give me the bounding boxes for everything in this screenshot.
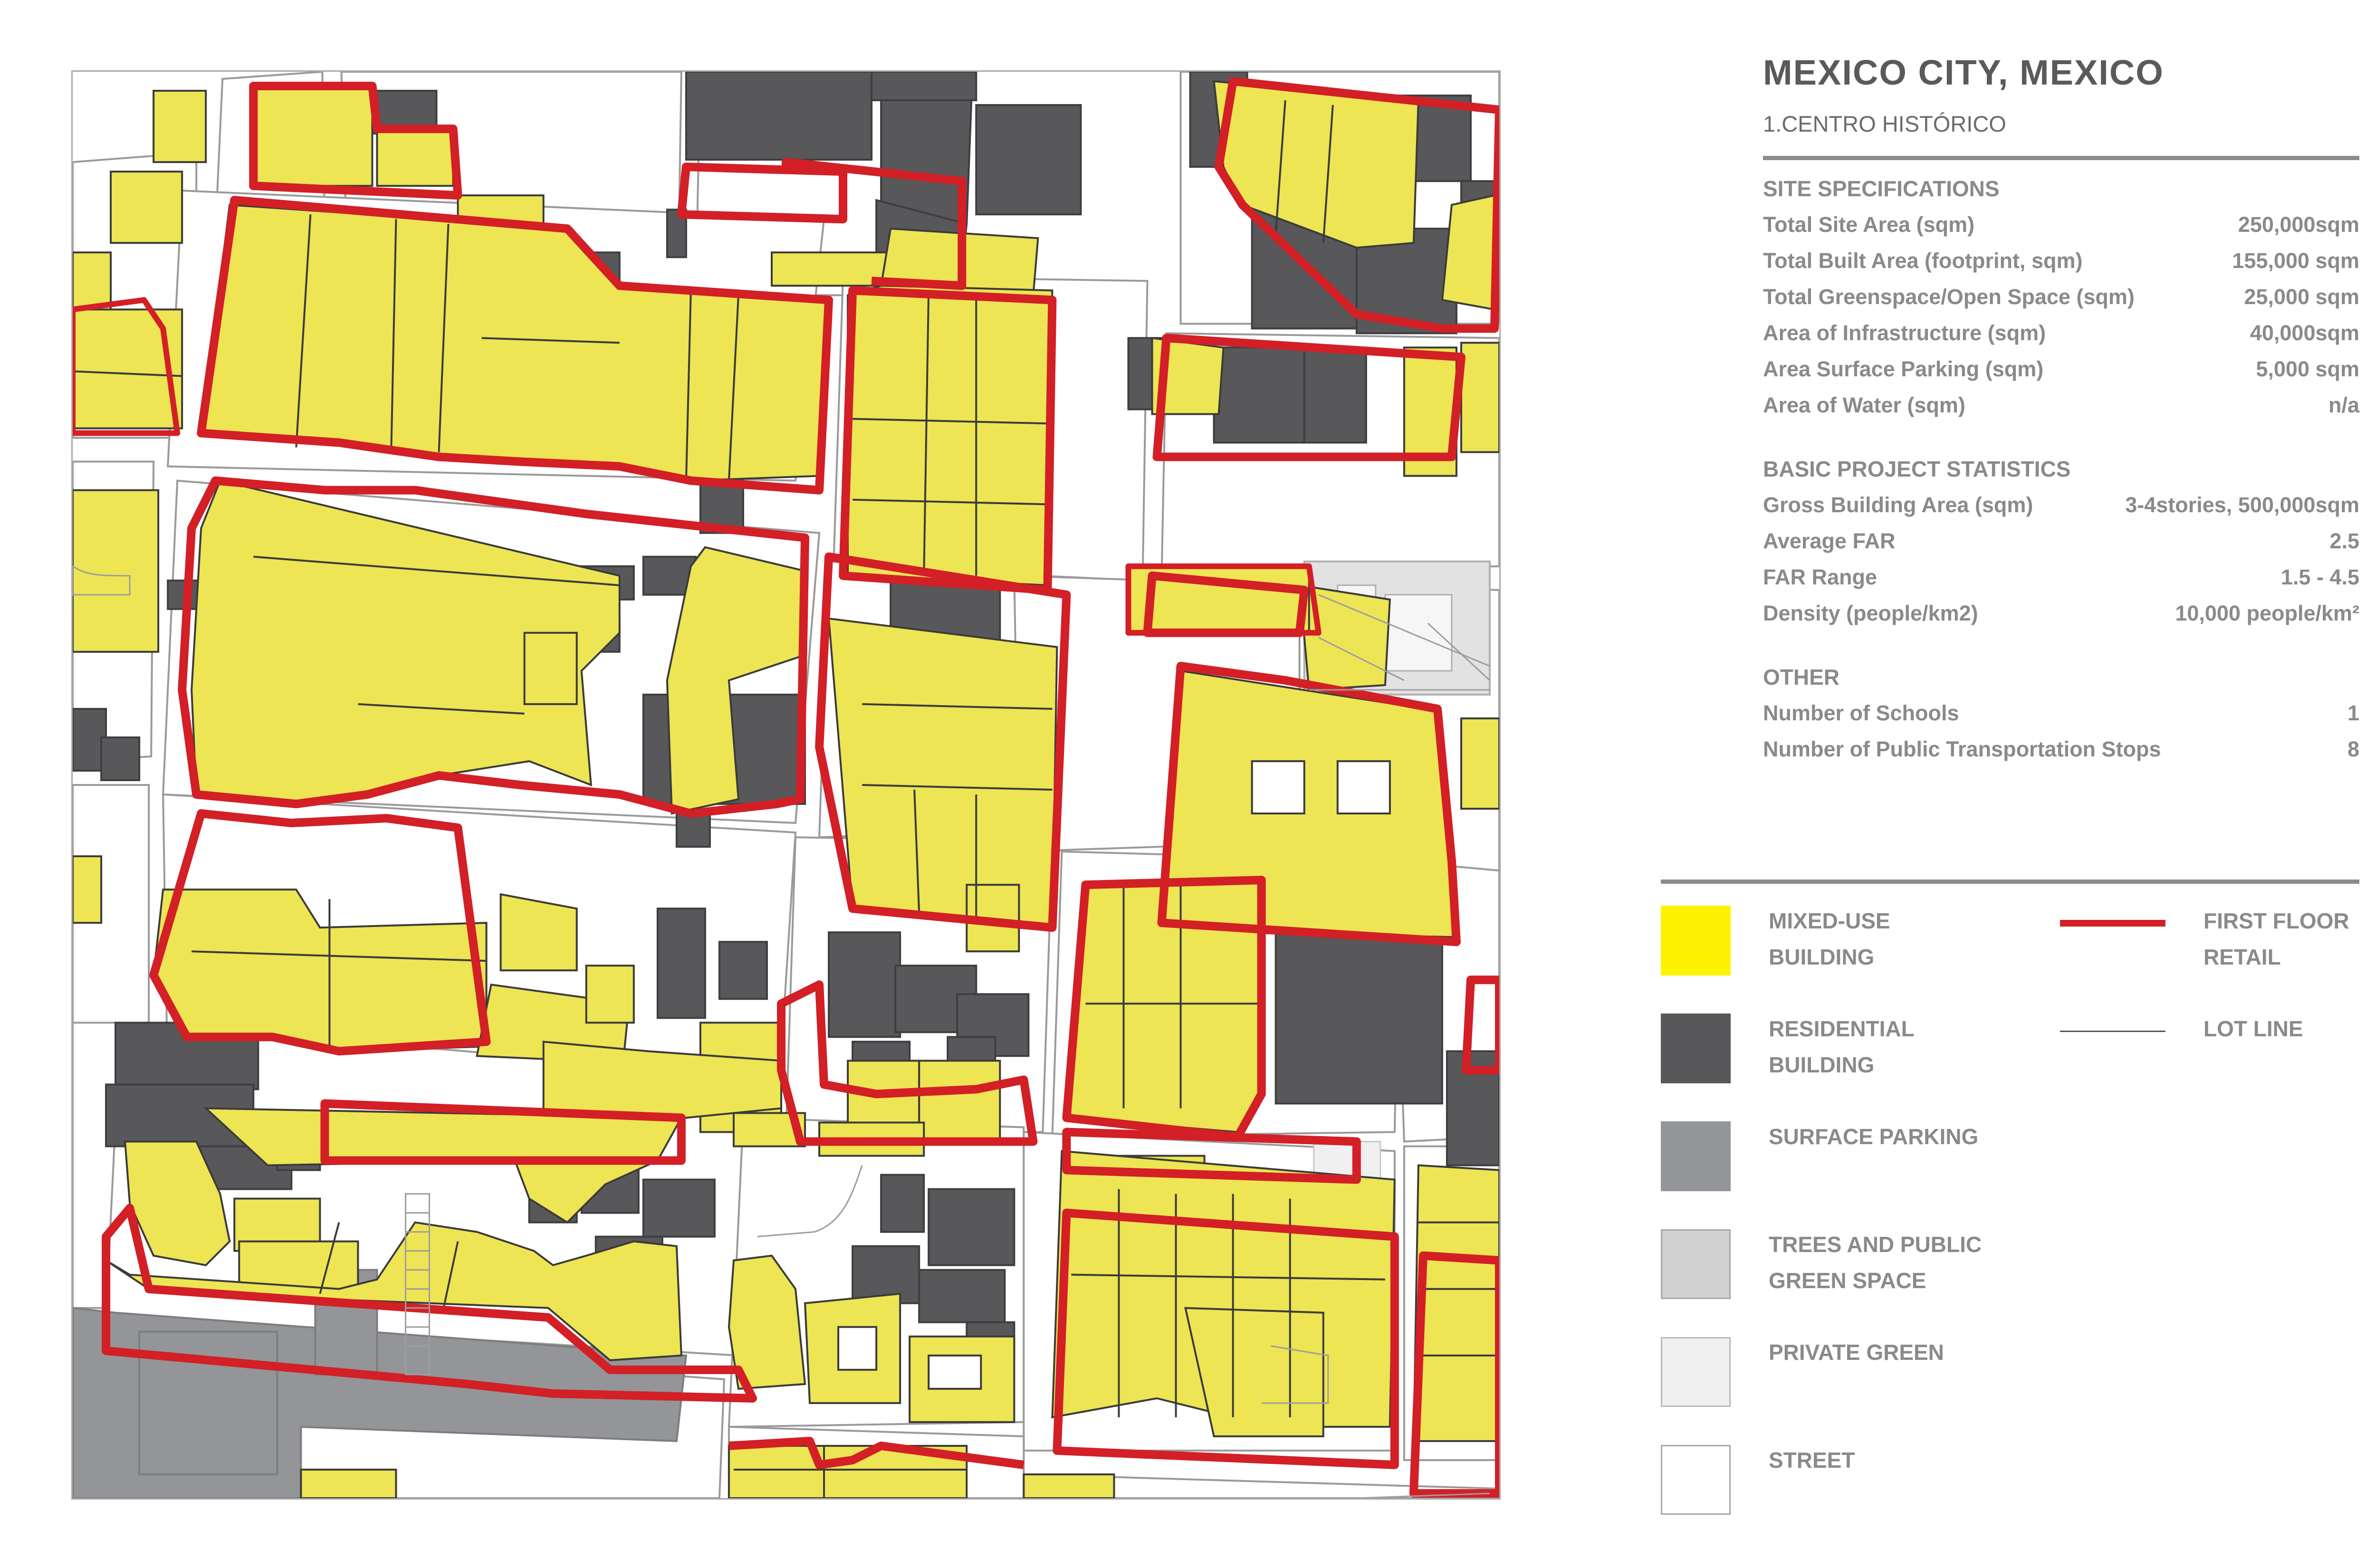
stats-section: [1763, 659, 2359, 767]
stats-section: [1763, 451, 2359, 631]
stat-row: [1763, 207, 2359, 243]
stat-label: Density (people/km2): [1763, 601, 1978, 625]
stat-label: Area of Infrastructure (sqm): [1763, 321, 2046, 345]
stat-label: Total Site Area (sqm): [1763, 212, 1975, 237]
street-swatch: [1661, 1445, 1731, 1515]
legend-divider: [1661, 880, 2359, 884]
stat-value: 40,000sqm: [2250, 321, 2359, 345]
stat-label: Average FAR: [1763, 529, 1896, 553]
stat-value: 5,000 sqm: [2256, 357, 2359, 381]
stat-row: [1763, 487, 2359, 523]
parking-swatch: [1661, 1121, 1731, 1191]
trees-swatch: [1661, 1229, 1731, 1299]
site-map-drawing: [73, 72, 1499, 1498]
legend-lot-line: [2060, 1013, 2303, 1047]
stat-value: 2.5: [2329, 529, 2359, 553]
stat-value: 10,000 people/km²: [2175, 601, 2359, 625]
residential-swatch: [1661, 1013, 1731, 1083]
legend-residential: [1661, 1013, 1915, 1083]
stat-label: Total Built Area (footprint, sqm): [1763, 249, 2083, 273]
retail-line-swatch: [2060, 920, 2165, 927]
stats-section: [1763, 171, 2359, 423]
stat-value: 1: [2347, 701, 2359, 725]
legend-private-green-label: PRIVATE GREEN: [1769, 1340, 1944, 1365]
stat-row: [1763, 387, 2359, 423]
stat-value: 8: [2347, 737, 2359, 761]
legend-parking-label: SURFACE PARKING: [1769, 1124, 1979, 1149]
section-heading: SITE SPECIFICATIONS: [1763, 176, 2000, 201]
stat-value: n/a: [2328, 393, 2359, 417]
stat-row: [1763, 523, 2359, 559]
legend-retail: [2060, 906, 2349, 975]
stat-row: [1763, 279, 2359, 315]
section-heading: BASIC PROJECT STATISTICS: [1763, 457, 2071, 481]
lot-line-swatch: [2060, 1031, 2165, 1032]
legend-street-label: STREET: [1769, 1448, 1855, 1472]
legend-retail-label: FIRST FLOOR RETAIL: [2204, 908, 2349, 969]
stat-value: 155,000 sqm: [2232, 249, 2359, 273]
page-title: MEXICO CITY, MEXICO: [1763, 53, 2164, 92]
stat-label: Area Surface Parking (sqm): [1763, 357, 2044, 381]
site-subtitle: 1.CENTRO HISTÓRICO: [1763, 111, 2006, 136]
stat-row: [1763, 351, 2359, 387]
legend-mixed-use-label: MIXED-USE BUILDING: [1769, 908, 1890, 969]
legend-trees: [1661, 1229, 1982, 1299]
stat-label: Area of Water (sqm): [1763, 393, 1965, 417]
legend-private-green: [1661, 1337, 1944, 1407]
site-map: [71, 70, 1501, 1500]
stat-label: Gross Building Area (sqm): [1763, 493, 2033, 517]
legend-parking: [1661, 1121, 1978, 1191]
legend-lot-line-label: LOT LINE: [2204, 1016, 2303, 1041]
divider: [1763, 156, 2359, 160]
legend-trees-label: TREES AND PUBLIC GREEN SPACE: [1769, 1232, 1982, 1293]
stat-row: [1763, 243, 2359, 279]
legend-mixed-use: [1661, 906, 1890, 975]
stat-label: Number of Public Transportation Stops: [1763, 737, 2161, 761]
stat-value: 1.5 - 4.5: [2280, 565, 2359, 589]
mixed-use-swatch: [1661, 906, 1731, 975]
private-green-swatch: [1661, 1337, 1731, 1407]
legend-street: [1661, 1445, 1855, 1515]
stat-label: Number of Schools: [1763, 701, 1959, 725]
stat-label: Total Greenspace/Open Space (sqm): [1763, 285, 2135, 309]
stat-row: [1763, 731, 2359, 767]
section-heading: OTHER: [1763, 665, 1839, 689]
stat-row: [1763, 315, 2359, 351]
stat-value: 25,000 sqm: [2244, 285, 2359, 309]
stat-label: FAR Range: [1763, 565, 1878, 589]
stat-value: 3-4stories, 500,000sqm: [2125, 493, 2359, 517]
stat-row: [1763, 559, 2359, 595]
info-panel: [1763, 52, 2359, 767]
legend-residential-label: RESIDENTIAL BUILDING: [1769, 1016, 1915, 1077]
stat-row: [1763, 595, 2359, 631]
stat-value: 250,000sqm: [2238, 212, 2359, 237]
stat-row: [1763, 695, 2359, 731]
